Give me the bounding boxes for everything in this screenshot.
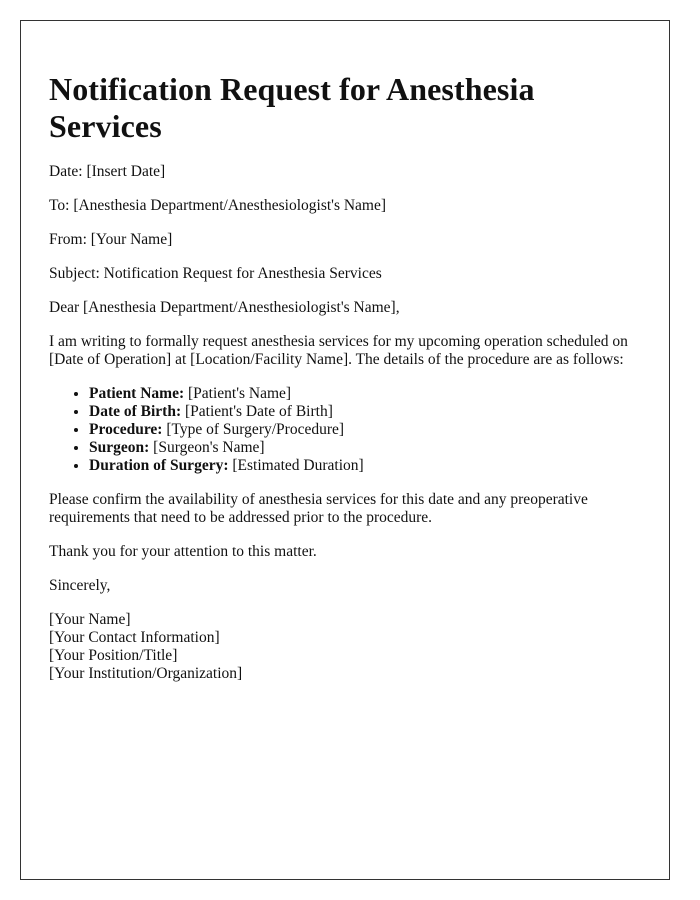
letter-title: Notification Request for Anesthesia Services [49,71,535,144]
detail-value: [Patient's Date of Birth] [181,403,333,420]
signature-position: [Your Position/Title] [49,647,178,664]
list-item [89,421,649,439]
detail-label: Duration of Surgery: [89,457,229,474]
request-paragraph: Please confirm the availability of anesthesia services for this date and any preoperative requirements that need to be addressed prior to the procedure. [49,491,588,526]
list-item [89,403,649,421]
to-line: To: [Anesthesia Department/Anesthesiologist's Name] [49,197,387,214]
detail-label: Patient Name: [89,385,185,402]
list-item [89,457,649,475]
procedure-details-list [49,385,649,475]
signature-contact: [Your Contact Information] [49,629,220,646]
list-item [89,385,649,403]
detail-label: Procedure: [89,421,163,438]
signature-institution: [Your Institution/Organization] [49,665,243,682]
thanks-paragraph: Thank you for your attention to this matter. [49,543,317,560]
list-item [89,439,649,457]
salutation: Dear [Anesthesia Department/Anesthesiologist's Name], [49,299,400,316]
detail-value: [Estimated Duration] [228,457,364,474]
detail-value: [Type of Surgery/Procedure] [162,421,345,438]
signature-name: [Your Name] [49,611,131,628]
detail-value: [Surgeon's Name] [149,439,265,456]
date-line: Date: [Insert Date] [49,163,166,180]
detail-label: Date of Birth: [89,403,182,420]
intro-paragraph: I am writing to formally request anesthesia services for my upcoming operation scheduled on [Date of Operation] at [Location/Facility Name]. The details of the procedure are as follows: [49,333,628,368]
from-line: From: [Your Name] [49,231,173,248]
closing: Sincerely, [49,577,111,594]
letter-page [20,20,670,880]
subject-line: Subject: Notification Request for Anesthesia Services [49,265,382,282]
detail-label: Surgeon: [89,439,150,456]
detail-value: [Patient's Name] [184,385,292,402]
signature-block [49,611,649,683]
